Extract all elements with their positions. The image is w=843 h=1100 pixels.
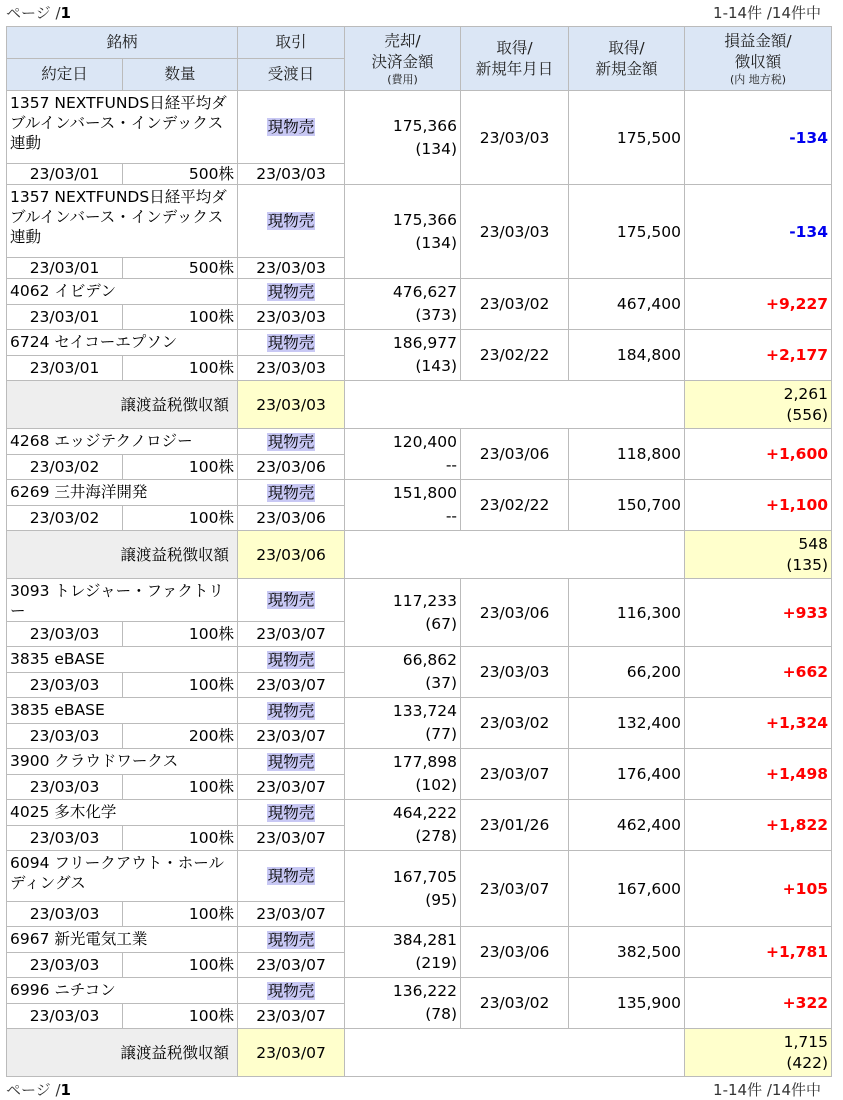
transaction-type: 現物売 [267, 483, 315, 502]
acquisition-amount: 175,500 [569, 185, 685, 279]
local-tax-amount: (422) [786, 1053, 829, 1072]
profit-loss: +662 [685, 647, 832, 698]
settlement-date: 23/03/07 [238, 826, 345, 851]
transaction-type: 現物売 [267, 591, 315, 609]
sale-amount: 136,222 [392, 982, 458, 1000]
stock-name: 3835 eBASE [7, 698, 238, 724]
sale-amount: 133,724 [392, 702, 458, 720]
table-row[interactable] [7, 91, 832, 164]
sale-amount: 66,862 [402, 651, 458, 669]
local-tax-amount: (556) [786, 405, 829, 424]
sale-amount-cell [345, 647, 461, 698]
acquisition-amount: 150,700 [569, 480, 685, 531]
tax-summary-date: 23/03/06 [238, 531, 345, 579]
table-row[interactable] [7, 429, 832, 455]
stock-name: 6269 三井海洋開発 [7, 480, 238, 506]
quantity: 100株 [123, 305, 238, 330]
transaction-type-cell [238, 579, 345, 622]
acquisition-date: 23/03/03 [461, 647, 569, 698]
transaction-type: 現物売 [267, 212, 315, 230]
tax-summary-empty [345, 531, 685, 579]
settlement-date: 23/03/07 [238, 902, 345, 927]
transaction-type-cell [238, 749, 345, 775]
tax-amount: 548 [798, 534, 829, 553]
acquisition-amount: 167,600 [569, 851, 685, 927]
transaction-type: 現物売 [267, 333, 315, 352]
sale-amount: 167,705 [392, 867, 458, 886]
acquisition-amount: 66,200 [569, 647, 685, 698]
result-count: 1-14件 /14件中 [713, 4, 821, 22]
acquisition-date: 23/03/02 [461, 698, 569, 749]
quantity: 100株 [123, 1004, 238, 1029]
sale-amount-cell [345, 800, 461, 851]
tax-summary-row [7, 381, 832, 429]
tax-summary-label: 譲渡益税徴収額 [7, 1029, 238, 1077]
transaction-type: 現物売 [267, 432, 315, 451]
quantity: 200株 [123, 724, 238, 749]
profit-loss: -134 [685, 185, 832, 279]
sale-amount-cell [345, 851, 461, 927]
header-meigara: 銘柄 [7, 27, 238, 59]
quantity: 100株 [123, 826, 238, 851]
quantity: 100株 [123, 775, 238, 800]
transaction-type: 現物売 [267, 701, 315, 720]
transaction-type: 現物売 [267, 650, 315, 669]
profit-loss: +933 [685, 579, 832, 647]
settlement-date: 23/03/03 [238, 356, 345, 381]
table-row[interactable] [7, 749, 832, 775]
acquisition-date: 23/03/06 [461, 579, 569, 647]
sale-amount-cell [345, 927, 461, 978]
tax-summary-amount-cell [685, 531, 832, 579]
fee-amount: (219) [415, 954, 458, 972]
transaction-type-cell [238, 330, 345, 356]
acquisition-amount: 135,900 [569, 978, 685, 1029]
fee-amount: -- [445, 507, 458, 525]
transaction-type-cell [238, 927, 345, 953]
fee-amount: (67) [425, 614, 458, 633]
transaction-type: 現物売 [267, 930, 315, 949]
tax-summary-empty [345, 1029, 685, 1077]
sale-amount-cell [345, 749, 461, 800]
settlement-date: 23/03/07 [238, 673, 345, 698]
transaction-type-cell [238, 185, 345, 258]
transaction-type-cell [238, 480, 345, 506]
transaction-type: 現物売 [267, 867, 315, 885]
transaction-type-cell [238, 978, 345, 1004]
tax-summary-empty [345, 381, 685, 429]
profit-loss: +1,822 [685, 800, 832, 851]
acquisition-date: 23/03/06 [461, 429, 569, 480]
fee-amount: (102) [415, 776, 458, 794]
trade-date: 23/03/03 [7, 902, 123, 927]
sale-amount: 177,898 [392, 753, 458, 771]
trade-date: 23/03/02 [7, 506, 123, 531]
tax-summary-amount-cell [685, 1029, 832, 1077]
table-row[interactable] [7, 851, 832, 902]
transaction-type-cell [238, 698, 345, 724]
acquisition-amount: 175,500 [569, 91, 685, 185]
profit-loss: +322 [685, 978, 832, 1029]
tax-summary-date: 23/03/03 [238, 381, 345, 429]
acquisition-date: 23/03/03 [461, 185, 569, 279]
trade-date: 23/03/01 [7, 258, 123, 279]
fee-amount: -- [445, 456, 458, 474]
transaction-type-cell [238, 279, 345, 305]
settlement-date: 23/03/03 [238, 164, 345, 185]
acquisition-amount: 176,400 [569, 749, 685, 800]
sale-amount: 464,222 [392, 804, 458, 822]
trade-date: 23/03/03 [7, 724, 123, 749]
quantity: 100株 [123, 356, 238, 381]
quantity: 100株 [123, 455, 238, 480]
acquisition-date: 23/03/06 [461, 927, 569, 978]
acquisition-date: 23/01/26 [461, 800, 569, 851]
settlement-date: 23/03/06 [238, 455, 345, 480]
transaction-type-cell [238, 91, 345, 164]
table-row[interactable] [7, 800, 832, 826]
header-sale: 売却/ 決済金額 (費用) [345, 27, 461, 91]
stock-name: 3835 eBASE [7, 647, 238, 673]
tax-amount: 2,261 [783, 384, 829, 403]
page-indicator: ページ /1 [6, 4, 71, 22]
header-suryo: 数量 [123, 59, 238, 91]
table-row[interactable] [7, 185, 832, 258]
acquisition-amount: 116,300 [569, 579, 685, 647]
acquisition-date: 23/02/22 [461, 480, 569, 531]
fee-amount: (95) [425, 890, 458, 909]
tax-summary-row [7, 531, 832, 579]
trade-date: 23/03/03 [7, 622, 123, 647]
stock-name: 4268 エッジテクノロジー [7, 429, 238, 455]
trade-date: 23/03/03 [7, 673, 123, 698]
table-row[interactable] [7, 647, 832, 673]
trade-date: 23/03/01 [7, 356, 123, 381]
header-pl: 損益金額/ 徴収額 (内 地方税) [685, 27, 832, 91]
header-ukewatashi: 受渡日 [238, 59, 345, 91]
sale-amount-cell [345, 429, 461, 480]
profit-loss: +1,324 [685, 698, 832, 749]
fee-amount: (77) [425, 725, 458, 743]
quantity: 100株 [123, 622, 238, 647]
sale-amount-cell [345, 185, 461, 279]
stock-name: 6724 セイコーエプソン [7, 330, 238, 356]
acquisition-amount: 467,400 [569, 279, 685, 330]
settlement-date: 23/03/07 [238, 622, 345, 647]
profit-loss: +1,600 [685, 429, 832, 480]
trade-date: 23/03/02 [7, 455, 123, 480]
quantity: 500株 [123, 258, 238, 279]
pager-top [0, 0, 843, 26]
fee-amount: (78) [425, 1005, 458, 1023]
acquisition-amount: 118,800 [569, 429, 685, 480]
stock-name: 1357 NEXTFUNDS日経平均ダブルインバース・インデックス連動 [7, 185, 238, 258]
sale-amount-cell [345, 579, 461, 647]
tax-summary-row [7, 1029, 832, 1077]
profit-loss: +1,498 [685, 749, 832, 800]
sale-amount-cell [345, 698, 461, 749]
stock-name: 6967 新光電気工業 [7, 927, 238, 953]
transaction-type-cell [238, 429, 345, 455]
sale-amount: 151,800 [392, 484, 458, 502]
trade-history-table [6, 26, 832, 1077]
settlement-date: 23/03/07 [238, 775, 345, 800]
profit-loss: +2,177 [685, 330, 832, 381]
settlement-date: 23/03/07 [238, 1004, 345, 1029]
settlement-date: 23/03/03 [238, 305, 345, 330]
sale-amount: 384,281 [392, 931, 458, 949]
fee-amount: (37) [425, 674, 458, 692]
page-indicator: ページ /1 [6, 1081, 71, 1099]
fee-amount: (134) [415, 233, 458, 252]
settlement-date: 23/03/07 [238, 724, 345, 749]
transaction-type-cell [238, 800, 345, 826]
result-count: 1-14件 /14件中 [713, 1081, 821, 1099]
sale-amount-cell [345, 978, 461, 1029]
sale-amount: 120,400 [392, 433, 458, 451]
sale-amount-cell [345, 330, 461, 381]
profit-loss: +105 [685, 851, 832, 927]
acquisition-date: 23/03/02 [461, 279, 569, 330]
sale-amount: 175,366 [392, 210, 458, 229]
trade-date: 23/03/03 [7, 826, 123, 851]
table-row[interactable] [7, 978, 832, 1004]
sale-amount-cell [345, 91, 461, 185]
acquisition-amount: 462,400 [569, 800, 685, 851]
sale-amount: 175,366 [392, 116, 458, 135]
quantity: 100株 [123, 506, 238, 531]
header-acq-date: 取得/ 新規年月日 [461, 27, 569, 91]
settlement-date: 23/03/03 [238, 258, 345, 279]
header-yakujo: 約定日 [7, 59, 123, 91]
tax-summary-amount-cell [685, 381, 832, 429]
transaction-type: 現物売 [267, 981, 315, 1000]
profit-loss: -134 [685, 91, 832, 185]
fee-amount: (278) [415, 827, 458, 845]
stock-name: 6996 ニチコン [7, 978, 238, 1004]
trade-date: 23/03/03 [7, 775, 123, 800]
tax-summary-date: 23/03/07 [238, 1029, 345, 1077]
sale-amount-cell [345, 279, 461, 330]
stock-name: 4062 イビデン [7, 279, 238, 305]
settlement-date: 23/03/06 [238, 506, 345, 531]
quantity: 100株 [123, 953, 238, 978]
fee-amount: (143) [415, 357, 458, 375]
trade-date: 23/03/03 [7, 953, 123, 978]
stock-name: 4025 多木化学 [7, 800, 238, 826]
acquisition-amount: 184,800 [569, 330, 685, 381]
trade-date: 23/03/01 [7, 164, 123, 185]
stock-name: 6094 フリークアウト・ホールディングス [7, 851, 238, 902]
pager-bottom [0, 1077, 843, 1099]
quantity: 500株 [123, 164, 238, 185]
sale-amount: 476,627 [392, 283, 458, 301]
stock-name: 3900 クラウドワークス [7, 749, 238, 775]
settlement-date: 23/03/07 [238, 953, 345, 978]
acquisition-amount: 132,400 [569, 698, 685, 749]
acquisition-date: 23/03/02 [461, 978, 569, 1029]
transaction-type: 現物売 [267, 282, 315, 301]
tax-amount: 1,715 [783, 1032, 829, 1051]
header-torihiki: 取引 [238, 27, 345, 59]
trade-date: 23/03/03 [7, 1004, 123, 1029]
trade-date: 23/03/01 [7, 305, 123, 330]
acquisition-date: 23/02/22 [461, 330, 569, 381]
transaction-type: 現物売 [267, 752, 315, 771]
transaction-type-cell [238, 647, 345, 673]
table-row[interactable] [7, 698, 832, 724]
table-row[interactable] [7, 579, 832, 622]
acquisition-date: 23/03/07 [461, 851, 569, 927]
acquisition-date: 23/03/07 [461, 749, 569, 800]
table-row[interactable] [7, 480, 832, 506]
table-row[interactable] [7, 927, 832, 953]
quantity: 100株 [123, 673, 238, 698]
profit-loss: +1,781 [685, 927, 832, 978]
transaction-type: 現物売 [267, 803, 315, 822]
local-tax-amount: (135) [786, 555, 829, 574]
tax-summary-label: 譲渡益税徴収額 [7, 531, 238, 579]
profit-loss: +1,100 [685, 480, 832, 531]
transaction-type-cell [238, 851, 345, 902]
table-row[interactable] [7, 279, 832, 305]
table-row[interactable] [7, 330, 832, 356]
transaction-type: 現物売 [267, 118, 315, 136]
tax-summary-label: 譲渡益税徴収額 [7, 381, 238, 429]
acquisition-date: 23/03/03 [461, 91, 569, 185]
sale-amount: 117,233 [392, 591, 458, 610]
sale-amount-cell [345, 480, 461, 531]
acquisition-amount: 382,500 [569, 927, 685, 978]
stock-name: 3093 トレジャー・ファクトリー [7, 579, 238, 622]
fee-amount: (373) [415, 306, 458, 324]
fee-amount: (134) [415, 139, 458, 158]
sale-amount: 186,977 [392, 334, 458, 352]
quantity: 100株 [123, 902, 238, 927]
header-acq-amt: 取得/ 新規金額 [569, 27, 685, 91]
profit-loss: +9,227 [685, 279, 832, 330]
stock-name: 1357 NEXTFUNDS日経平均ダブルインバース・インデックス連動 [7, 91, 238, 164]
